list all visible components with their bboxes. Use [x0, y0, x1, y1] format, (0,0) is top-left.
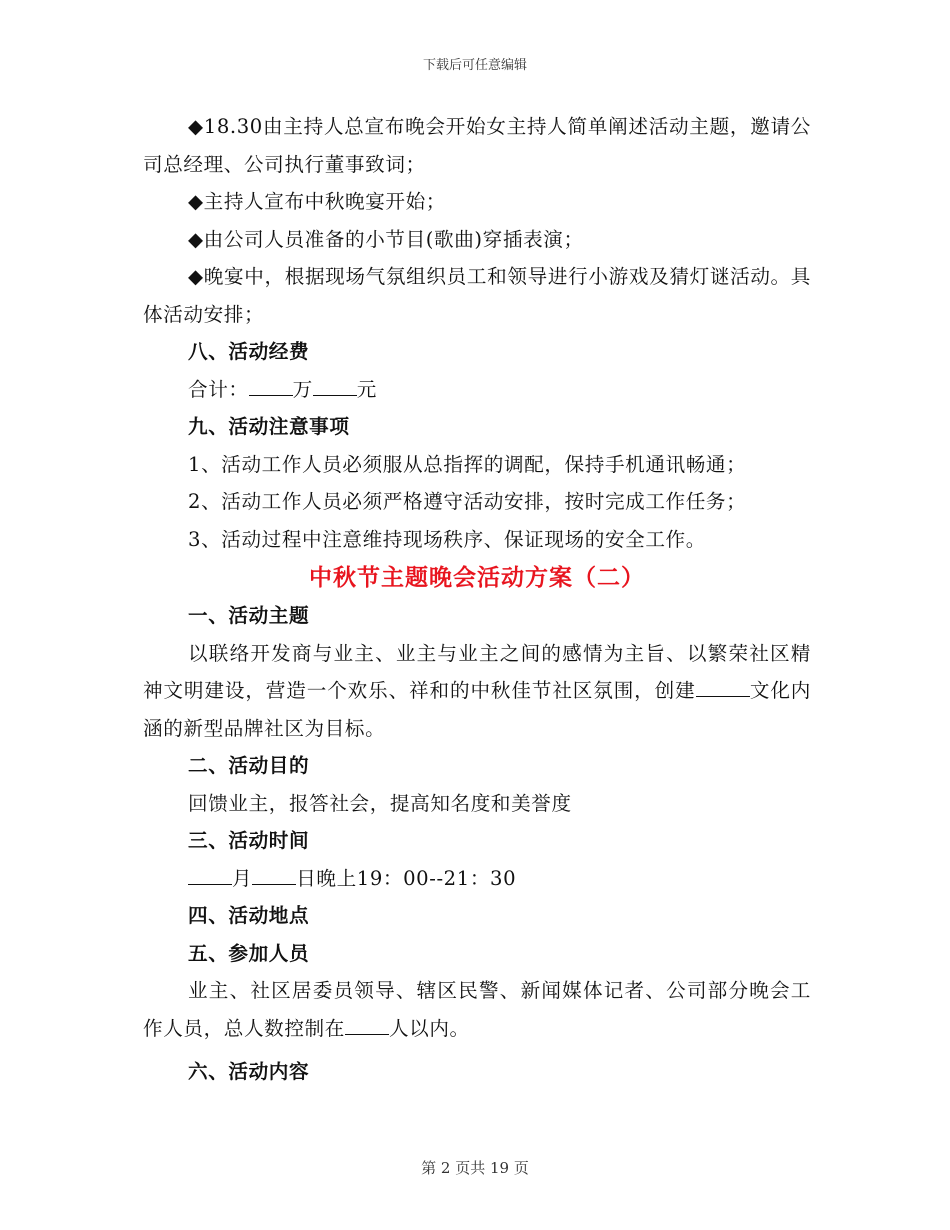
time-month-label: 月 [232, 866, 253, 890]
time-day-rest: 日晚上19：00--21：30 [296, 866, 517, 890]
time-paragraph [143, 860, 811, 898]
budget-unit-yuan: 元 [356, 377, 377, 401]
section-heading-budget: 八、活动经费 [188, 340, 310, 363]
budget-blank-2 [313, 373, 357, 396]
note-item-2: 2、活动工作人员必须严格遵守活动安排，按时完成工作任务； [188, 490, 747, 513]
paragraph-host-announce: ◆18.30由主持人总宣布晚会开始女主持人简单阐述活动主题，邀请公司总经理、公司执行董事致词； [143, 115, 811, 176]
note-item-3: 3、活动过程中注意维持现场秩序、保证现场的安全工作。 [188, 527, 706, 551]
note-item-1: 1、活动工作人员必须服从总指挥的调配，保持手机通讯畅通； [188, 452, 747, 476]
section-heading-notes: 九、活动注意事项 [188, 415, 350, 438]
theme-blank [696, 674, 750, 697]
document-title: 中秋节主题晚会活动方案（二） [309, 564, 645, 591]
document-body [143, 108, 811, 1091]
budget-line [143, 371, 811, 409]
time-blank-month [188, 862, 232, 885]
budget-blank-1 [249, 373, 293, 396]
section-heading-purpose: 二、活动目的 [188, 754, 310, 777]
theme-text-a: 以联络开发商与业主、业主与业主之间的感情为主旨、以繁荣社区精神文明建设，营造一个欢乐、祥和的中秋佳节社区氛围，创建 [143, 641, 811, 702]
purpose-paragraph: 回馈业主，报答社会，提高知名度和美誉度 [188, 791, 572, 815]
participants-text-a: 业主、社区居委员领导、辖区民警、新闻媒体记者、公司部分晚会工作人员，总人数控制在 [143, 979, 811, 1040]
paragraph-games: ◆晚宴中，根据现场气氛组织员工和领导进行小游戏及猜灯谜活动。具体活动安排； [143, 265, 811, 326]
section-heading-theme: 一、活动主题 [188, 604, 310, 627]
budget-unit-wan: 万 [292, 377, 313, 401]
page-header: 下载后可任意编辑 [422, 58, 527, 73]
budget-label: 合计： [188, 377, 249, 401]
participants-blank [345, 1012, 389, 1035]
section-heading-location: 四、活动地点 [188, 904, 310, 927]
theme-paragraph [143, 635, 811, 748]
paragraph-banquet-start: ◆主持人宣布中秋晚宴开始； [188, 190, 446, 213]
theme-text-b: 文化内涵的新型品牌社区为目标。 [143, 679, 811, 740]
time-blank-day [252, 862, 296, 885]
paragraph-performance: ◆由公司人员准备的小节目(歌曲)穿插表演； [188, 227, 584, 251]
page-footer: 第 2 页共 19 页 [421, 1159, 529, 1177]
section-heading-content: 六、活动内容 [188, 1060, 310, 1083]
section-heading-participants: 五、参加人员 [188, 941, 310, 965]
participants-paragraph [143, 972, 811, 1047]
section-heading-time: 三、活动时间 [188, 829, 310, 852]
participants-text-b: 人以内。 [388, 1016, 470, 1040]
